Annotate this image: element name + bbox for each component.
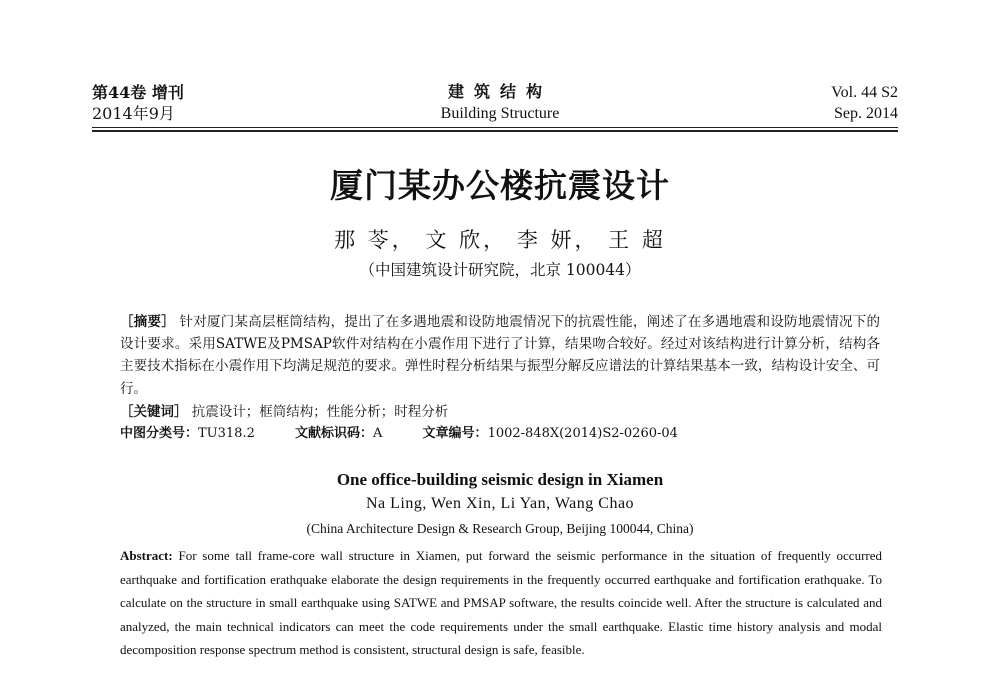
paper-title-cn: 厦门某办公楼抗震设计 xyxy=(330,166,670,205)
clc-value: TU318.2 xyxy=(198,426,255,441)
authors-cn: 那 苓， 文 欣， 李 妍， 王 超 xyxy=(334,228,666,252)
keywords-cn-text: 抗震设计；框筒结构；性能分析；时程分析 xyxy=(191,404,449,420)
journal-name-cn: 建筑结构 xyxy=(447,82,552,101)
affiliation-cn: （中国建筑设计研究院，北京 100044） xyxy=(359,261,641,279)
document-code xyxy=(295,426,387,441)
journal-date-en: Sep. 2014 xyxy=(834,105,898,122)
abstract-en-text: For some tall frame-core wall structure in Xiamen, put forward the seismic performance in the situation of frequently occurred earthquake and fortification erathquake elaborate the design requirements in the frequently occurred earthquake and fortification erathquake. To calculate on the structure in small earthquake using SATWE and PMSAP software, the results coincide well. After the structure is calculated and analyzed, the main technical indicators can meet the code requirements under the small earthquake. Elastic time history analysis and modal decomposition response spectrum method is consistent, structural design is safe, feasible. xyxy=(120,548,883,658)
paper-title-en: One office-building seismic design in Xiamen xyxy=(336,470,664,489)
keywords-cn xyxy=(120,401,448,423)
journal-name-en: Building Structure xyxy=(440,105,560,122)
abstract-cn xyxy=(120,311,880,400)
abstract-en xyxy=(120,544,882,662)
article-number xyxy=(423,426,678,441)
article-number-value: 1002-848X(2014)S2-0260-04 xyxy=(487,426,678,441)
abstract-cn-text: 针对厦门某高层框筒结构，提出了在多遇地震和设防地震情况下的抗震性能，阐述了在多遇地震和设防地震情况下的设计要求。采用SATWE及PMSAP软件对结构在小震作用下进行了计算，结果吻合较好。经过对该结构进行计算分析，结构各主要技术指标在小震作用下均满足规范的要求。弹性时程分析结果与振型分解反应谱法的计算结果基本一致，结构设计安全、可行。 xyxy=(120,314,881,397)
journal-date-cn: 2014年9月 xyxy=(92,104,175,123)
journal-volume-issue: 第44卷 增刊 xyxy=(92,83,184,102)
classification-line xyxy=(120,424,714,444)
authors-en: Na Ling, Wen Xin, Li Yan, Wang Chao xyxy=(365,495,635,512)
keywords-cn-label: ［关键词］ xyxy=(120,404,188,420)
doc-code-value: A xyxy=(373,426,383,441)
clc-label: 中图分类号： xyxy=(120,426,199,441)
affiliation-en: (China Architecture Design & Research Group, Beijing 100044, China) xyxy=(306,521,694,536)
abstract-cn-label: ［摘要］ xyxy=(120,314,175,330)
doc-code-label: 文献标识码： xyxy=(295,426,374,441)
clc-number xyxy=(120,426,259,441)
article-number-label: 文章编号： xyxy=(422,426,488,441)
journal-volume-en: Vol. 44 S2 xyxy=(831,84,898,101)
abstract-en-label: Abstract: xyxy=(120,548,173,563)
header-rule-thick xyxy=(92,130,898,132)
header-rule-thin xyxy=(92,127,898,128)
